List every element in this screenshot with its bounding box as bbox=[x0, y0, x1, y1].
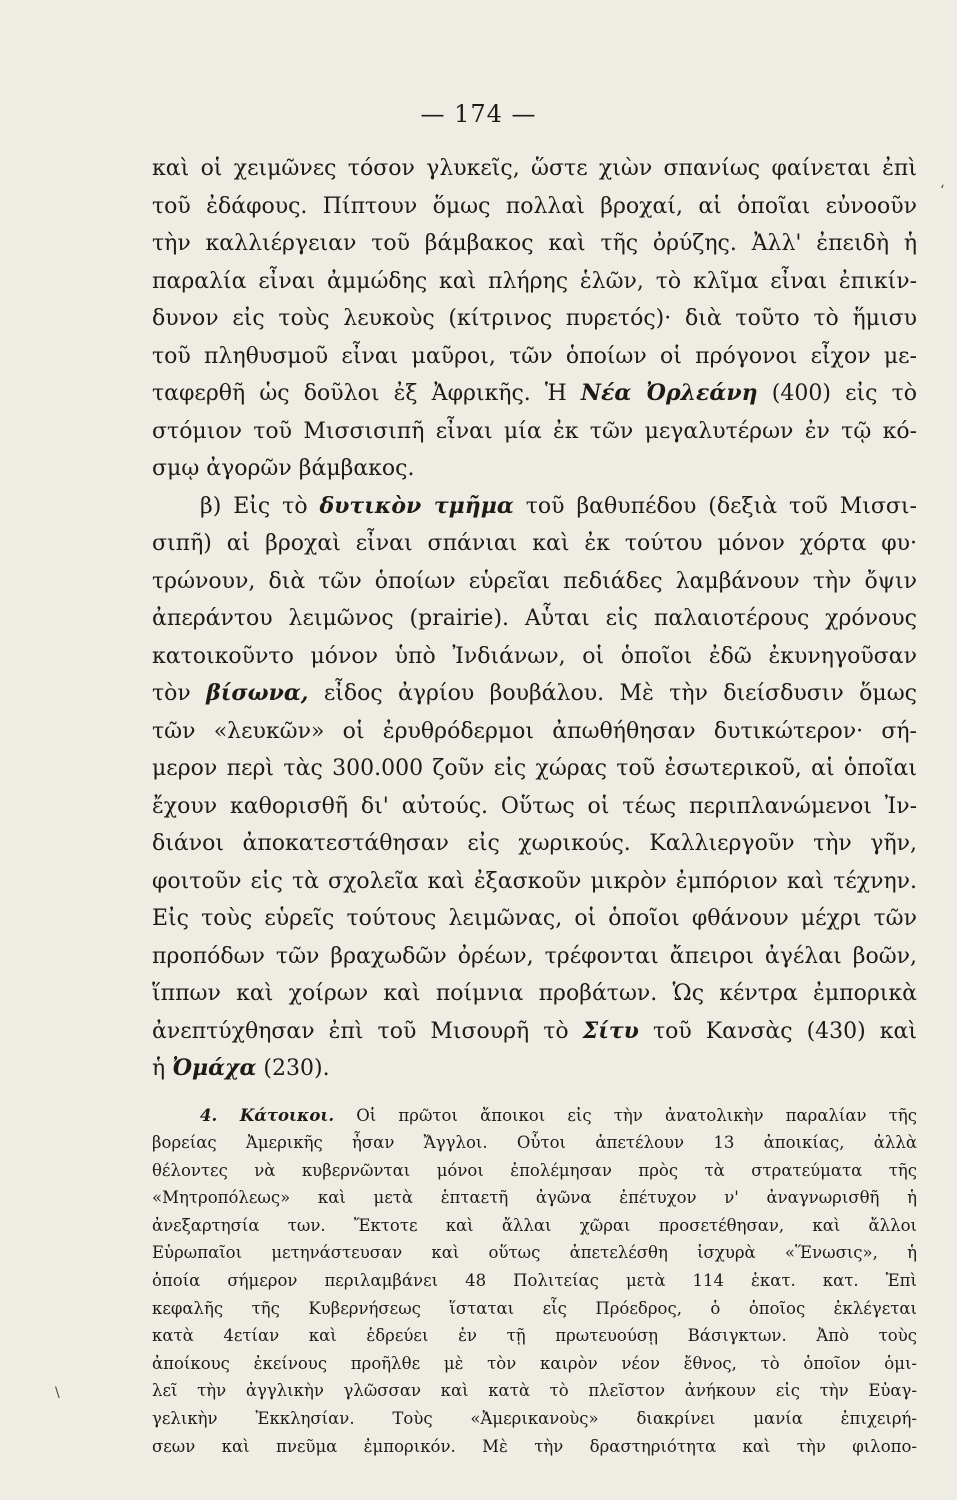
text-segment: ὁποία σήμερον περιλαμβάνει 48 Πολιτείας μετὰ 114 ἑκατ. κατ. Ἐπὶ bbox=[152, 1271, 917, 1291]
body-line bbox=[152, 188, 917, 226]
body-line bbox=[152, 938, 917, 976]
body-line bbox=[152, 675, 917, 713]
body-line bbox=[152, 488, 917, 526]
note-line bbox=[152, 1239, 917, 1267]
body-line bbox=[152, 225, 917, 263]
text-segment: διάνοι ἀποκατεστάθησαν εἰς χωρικούς. Καλλιεργοῦν τὴν γῆν, bbox=[152, 831, 917, 856]
text-segment: (230). bbox=[256, 1056, 330, 1081]
emphasized-term: δυτικὸν τμῆμα bbox=[319, 492, 514, 519]
text-segment: κατοικοῦντο μόνον ὑπὸ Ἰνδιάνων, οἱ ὁποῖοι ἐδῶ ἐκυνηγοῦσαν bbox=[152, 643, 917, 669]
text-segment: τῶν «λευκῶν» οἱ ἐρυθρόδερμοι ἀπωθήθησαν δυτικώτερον· σή- bbox=[152, 718, 917, 744]
text-segment: προπόδων τῶν βραχωδῶν ὀρέων, τρέφονται ἄπειροι ἀγέλαι βοῶν, bbox=[152, 943, 917, 969]
body-line bbox=[152, 563, 917, 601]
note-line bbox=[152, 1377, 917, 1405]
text-segment: καὶ οἱ χειμῶνες τόσον γλυκεῖς, ὥστε χιὼν σπανίως φαίνεται ἐπὶ bbox=[152, 156, 917, 181]
body-line bbox=[152, 525, 917, 563]
margin-mark: \ bbox=[55, 1385, 60, 1401]
text-segment: ἀποίκους ἐκείνους προῆλθε μὲ τὸν καιρὸν νέον ἔθνος, τὸ ὁποῖον ὁμι- bbox=[152, 1353, 917, 1373]
body-line bbox=[152, 825, 917, 863]
body-line bbox=[152, 600, 917, 638]
note-line bbox=[152, 1157, 917, 1185]
body-line bbox=[152, 900, 917, 938]
text-segment: τοῦ βαθυπέδου (δεξιὰ τοῦ Μισσι- bbox=[513, 493, 917, 519]
emphasized-term: Σίτυ bbox=[582, 1017, 639, 1044]
text-segment: «Μητροπόλεως» καὶ μετὰ ἑπταετῆ ἀγῶνα ἐπέτυχον ν' ἀναγνωρισθῆ ἡ bbox=[152, 1188, 917, 1208]
text-segment: φοιτοῦν εἰς τὰ σχολεῖα καὶ ἐξασκοῦν μικρὸν ἐμπόριον καὶ τέχνην. bbox=[152, 868, 917, 894]
text-segment: τοῦ πληθυσμοῦ εἶναι μαῦροι, τῶν ὁποίων οἱ πρόγονοι εἶχον με- bbox=[152, 343, 917, 369]
body-line bbox=[152, 750, 917, 788]
text-segment: (400) εἰς τὸ bbox=[757, 381, 917, 406]
note-line bbox=[152, 1212, 917, 1240]
text-segment: ἀνεξαρτησία των. Ἔκτοτε καὶ ἄλλαι χῶραι προσετέθησαν, καὶ ἄλλοι bbox=[152, 1215, 917, 1235]
note-line bbox=[152, 1102, 917, 1130]
text-segment: Οἱ πρῶτοι ἄποικοι εἰς τὴν ἀνατολικὴν παραλίαν τῆς bbox=[334, 1105, 917, 1125]
note-line bbox=[152, 1433, 917, 1461]
body-text bbox=[152, 150, 917, 1460]
body-line bbox=[152, 1050, 917, 1088]
note-line bbox=[152, 1129, 917, 1157]
text-segment: σιπῆ) αἱ βροχαὶ εἶναι σπάνιαι καὶ ἐκ τούτου μόνον χόρτα φυ· bbox=[152, 531, 917, 556]
text-segment: ἵππων καὶ χοίρων καὶ ποίμνια προβάτων. Ὡς κέντρα ἐμπορικὰ bbox=[152, 981, 917, 1006]
text-segment: βορείας Ἀμερικῆς ἦσαν Ἄγγλοι. Οὗτοι ἀπετέλουν 13 ἀποικίας, ἀλλὰ bbox=[152, 1133, 917, 1153]
text-segment: ἀνεπτύχθησαν ἐπὶ τοῦ Μισουρῆ τὸ bbox=[152, 1018, 583, 1044]
text-segment: μερον περὶ τὰς 300.000 ζοῦν εἰς χώρας τοῦ ἐσωτερικοῦ, αἱ ὁποῖαι bbox=[152, 756, 917, 781]
note-line bbox=[152, 1267, 917, 1295]
settlers-section bbox=[152, 1102, 917, 1461]
body-line bbox=[152, 713, 917, 751]
text-segment: ἔχουν καθορισθῆ δι' αὐτούς. Οὕτως οἱ τέως περιπλανώμενοι Ἰν- bbox=[152, 793, 917, 819]
emphasized-term: Ὀμάχα bbox=[172, 1055, 257, 1081]
text-segment: εἶδος ἀγρίου βουβάλου. Μὲ τὴν διείσδυσιν ὅμως bbox=[308, 681, 917, 706]
page-number: — 174 — bbox=[420, 100, 537, 128]
text-segment: τὴν καλλιέργειαν τοῦ βάμβακος καὶ τῆς ὀρύζης. Ἀλλ' ἐπειδὴ ἡ bbox=[152, 231, 917, 256]
body-line bbox=[152, 263, 917, 301]
body-line bbox=[152, 450, 917, 488]
body-line bbox=[152, 638, 917, 676]
text-segment: κατὰ 4ετίαν καὶ ἑδρεύει ἐν τῇ πρωτευούσῃ Βάσιγκτων. Ἀπὸ τοὺς bbox=[152, 1326, 917, 1346]
emphasized-term: 4. Κάτοικοι. bbox=[200, 1105, 335, 1125]
text-segment: στόμιον τοῦ Μισσισιπῆ εἶναι μία ἐκ τῶν μεγαλυτέρων ἐν τῷ κό- bbox=[152, 418, 917, 444]
text-segment: θέλοντες νὰ κυβερνῶνται μόνοι ἐπολέμησαν πρὸς τὰ στρατεύματα τῆς bbox=[152, 1160, 917, 1180]
text-segment: Εὐρωπαῖοι μετηνάστευσαν καὶ οὕτως ἀπετελέσθη ἰσχυρὰ «Ἕνωσις», ἡ bbox=[152, 1243, 917, 1263]
body-line bbox=[152, 300, 917, 338]
note-line bbox=[152, 1405, 917, 1433]
text-segment: β) Εἰς τὸ bbox=[200, 493, 320, 519]
text-segment: τοῦ Κανσὰς (430) καὶ bbox=[638, 1018, 917, 1044]
text-segment: Εἰς τοὺς εὑρεῖς τούτους λειμῶνας, οἱ ὁποῖοι φθάνουν μέχρι τῶν bbox=[152, 906, 917, 931]
main-section bbox=[152, 150, 917, 1088]
note-line bbox=[152, 1184, 917, 1212]
text-segment: λεῖ τὴν ἀγγλικὴν γλῶσσαν καὶ κατὰ τὸ πλεῖστον ἀνήκουν εἰς τὴν Εὐαγ- bbox=[152, 1381, 917, 1401]
note-line bbox=[152, 1350, 917, 1378]
emphasized-term: Νέα Ὀρλεάνη bbox=[580, 380, 758, 406]
emphasized-term: βίσωνα, bbox=[206, 680, 309, 706]
body-line bbox=[152, 413, 917, 451]
body-line bbox=[152, 1013, 917, 1051]
margin-mark: ʻ bbox=[940, 183, 945, 199]
text-segment: ἀπεράντου λειμῶνος (prairie). Αὗται εἰς παλαιοτέρους χρόνους bbox=[152, 606, 917, 631]
text-segment: τὸν bbox=[152, 681, 207, 706]
body-line bbox=[152, 788, 917, 826]
body-line bbox=[152, 375, 917, 413]
body-line bbox=[152, 863, 917, 901]
text-segment: σμῳ ἀγορῶν βάμβακος. bbox=[152, 456, 415, 481]
text-segment: ἡ bbox=[152, 1056, 173, 1081]
note-line bbox=[152, 1295, 917, 1323]
text-segment: τρώνουν, διὰ τῶν ὁποίων εὑρεῖαι πεδιάδες λαμβάνουν τὴν ὄψιν bbox=[152, 568, 917, 594]
text-segment: σεων καὶ πνεῦμα ἐμπορικόν. Μὲ τὴν δραστηριότητα καὶ τὴν φιλοπο- bbox=[152, 1436, 917, 1456]
text-segment: τοῦ ἐδάφους. Πίπτουν ὅμως πολλαὶ βροχαί, αἱ ὁποῖαι εὐνοοῦν bbox=[152, 193, 917, 219]
body-line bbox=[152, 150, 917, 188]
text-segment: ταφερθῆ ὡς δοῦλοι ἐξ Ἀφρικῆς. Ἡ bbox=[152, 381, 581, 406]
text-segment: παραλία εἶναι ἀμμώδης καὶ πλήρης ἑλῶν, τὸ κλῖμα εἶναι ἐπικίν- bbox=[152, 268, 917, 294]
text-segment: γελικὴν Ἐκκλησίαν. Τοὺς «Ἀμερικανοὺς» διακρίνει μανία ἐπιχειρή- bbox=[152, 1409, 917, 1429]
note-line bbox=[152, 1322, 917, 1350]
body-line bbox=[152, 975, 917, 1013]
text-segment: κεφαλῆς τῆς Κυβερνήσεως ἵσταται εἷς Πρόεδρος, ὁ ὁποῖος ἐκλέγεται bbox=[152, 1298, 917, 1318]
text-segment: δυνον εἰς τοὺς λευκοὺς (κίτρινος πυρετός)· διὰ τοῦτο τὸ ἥμισυ bbox=[152, 306, 917, 331]
body-line bbox=[152, 338, 917, 376]
